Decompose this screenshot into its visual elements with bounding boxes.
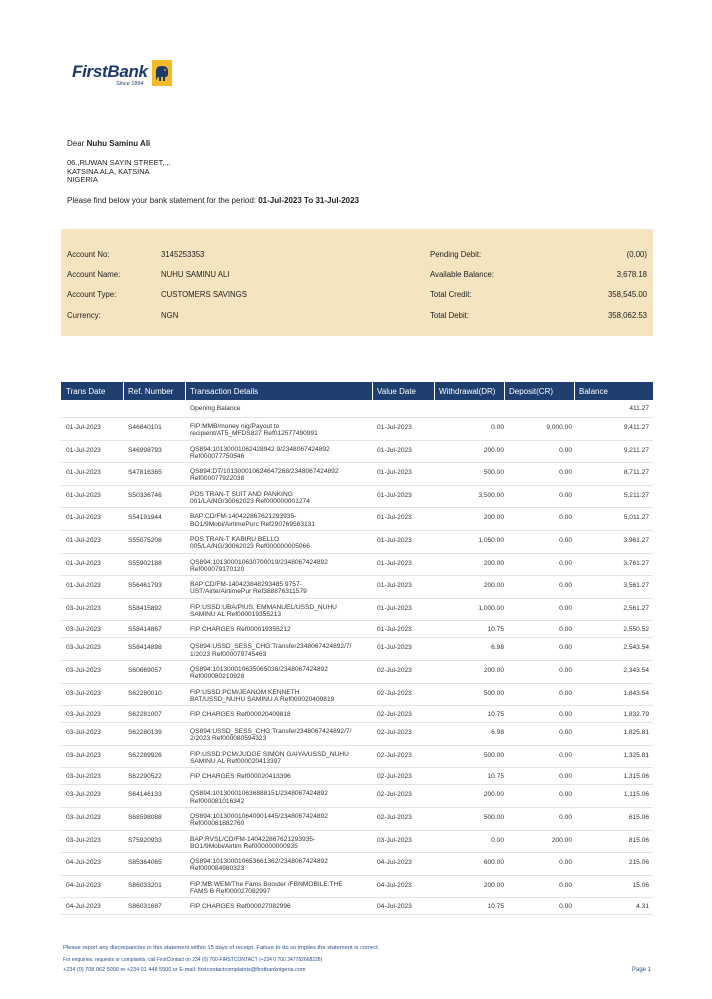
details-line: Ref000077922038 <box>190 475 245 483</box>
cell-withdrawal: 200.00 <box>483 446 504 454</box>
cell-trans-date: 01-Jul-2023 <box>66 582 101 590</box>
header-divider <box>434 382 435 400</box>
details-line: Ref000084980323 <box>190 865 245 873</box>
cell-deposit: 0.00 <box>559 559 572 567</box>
greeting <box>67 139 150 148</box>
cell-value-date: 03-Jul-2023 <box>377 836 412 844</box>
summary-row <box>61 250 653 268</box>
cell-deposit: 9,000.00 <box>546 424 572 431</box>
brand-name: FirstBank <box>72 62 148 81</box>
cell-trans-date: 01-Jul-2023 <box>66 514 101 522</box>
table-row <box>61 723 653 746</box>
cell-balance: 615.06 <box>628 813 649 821</box>
cell-value-date: 01-Jul-2023 <box>377 469 412 477</box>
cell-value-date: 02-Jul-2023 <box>377 751 412 759</box>
cell-deposit: 0.00 <box>559 711 572 719</box>
cell-deposit: 0.00 <box>559 582 572 590</box>
cell-value-date: 01-Jul-2023 <box>377 514 412 522</box>
details-line: QS894:101300010635065038/2348067424892 <box>190 665 328 673</box>
cell-value-date: 02-Jul-2023 <box>377 791 412 799</box>
cell-withdrawal: 500.00 <box>483 689 504 697</box>
details-line: QS894:10130001062428942 9/2348067424892 <box>190 445 330 453</box>
details-line: QS894:101300010653661362/2348067424892 <box>190 858 328 866</box>
cell-deposit: 0.00 <box>559 446 572 454</box>
cell-withdrawal: 1,000.00 <box>478 604 504 612</box>
cell-balance: 2,550.52 <box>623 626 649 634</box>
statement-period <box>67 196 359 205</box>
cell-ref-number: S56461793 <box>128 582 162 590</box>
cell-withdrawal: 200.00 <box>483 791 504 799</box>
cell-trans-date: 01-Jul-2023 <box>66 536 101 544</box>
transactions-header <box>61 382 653 400</box>
cell-trans-date: 03-Jul-2023 <box>66 604 101 612</box>
cell-withdrawal: 200.00 <box>483 514 504 522</box>
cell-deposit: 200.00 <box>551 836 572 844</box>
details-line: 001/LA/NG/30062023 Ref000000001274 <box>190 498 310 506</box>
details-line: FIP:MMB/money nig/Payout to <box>190 423 280 430</box>
cell-value-date: 01-Jul-2023 <box>377 424 412 431</box>
cell-details <box>190 643 370 658</box>
details-line: QS894:USSD_SESS_CHG:Transfer2348067424892/7/ <box>190 728 352 736</box>
cell-withdrawal: 500.00 <box>483 813 504 821</box>
cell-trans-date: 01-Jul-2023 <box>66 424 101 431</box>
header-divider <box>574 382 575 400</box>
details-line: FAMS B Ref000027082997 <box>190 887 271 895</box>
footer-disclaimer: Please report any discrepancies in this statement within 15 days of receipt. Failure to do so implies the statement is correct. <box>63 945 380 951</box>
transactions-body <box>61 400 653 915</box>
cell-details <box>190 881 370 896</box>
cell-trans-date: 03-Jul-2023 <box>66 791 101 799</box>
summary-label: Pending Debit: <box>430 250 482 259</box>
details-line: QS894:101300010636888151/2348067424892 <box>190 790 328 798</box>
header-deposit: Deposit(CR) <box>509 387 554 396</box>
cell-trans-date: 04-Jul-2023 <box>66 903 101 911</box>
cell-trans-date: 03-Jul-2023 <box>66 836 101 844</box>
header-ref-number: Ref. Number <box>128 387 174 396</box>
cell-ref-number: S68598088 <box>128 813 162 821</box>
summary-label: Currency: <box>67 311 101 320</box>
cell-balance: 1,832.79 <box>623 711 649 719</box>
cell-ref-number: S58414898 <box>128 644 162 652</box>
table-row <box>61 746 653 769</box>
summary-value: 3,678.18 <box>616 270 647 279</box>
cell-deposit: 0.00 <box>559 813 572 821</box>
cell-details <box>190 836 370 851</box>
cell-details <box>190 626 370 633</box>
details-line: FIP CHARGES Ref000020409818 <box>190 711 291 719</box>
cell-ref-number: S50336746 <box>128 491 162 499</box>
cell-details <box>190 773 370 780</box>
elephant-logo-icon <box>152 60 172 86</box>
cell-ref-number: S46998793 <box>128 446 162 454</box>
page-number: Page 1 <box>632 967 652 973</box>
summary-label: Available Balance: <box>430 270 495 279</box>
details-line: BAP:RVSL/CD/FM-140422867621293935- <box>190 835 316 843</box>
summary-value: (0.00) <box>626 250 647 259</box>
cell-balance: 2,343.54 <box>623 666 649 674</box>
cell-ref-number: S64146133 <box>128 791 162 799</box>
details-line: BAP:CD/FM-140422867621293935- <box>190 513 297 521</box>
footer-contact: +234 (0) 708 062 5000 or +234 01 448 5500 or E-mail: firstcontactcomplaints@firstbanknigeria.com <box>63 967 306 973</box>
header-trans-date: Trans Date <box>66 387 106 396</box>
cell-value-date: 01-Jul-2023 <box>377 582 412 590</box>
cell-balance: 1,325.81 <box>623 751 649 759</box>
details-line: Ref000081016342 <box>190 797 245 805</box>
cell-details <box>190 790 370 805</box>
cell-trans-date: 03-Jul-2023 <box>66 773 101 781</box>
cell-trans-date: 03-Jul-2023 <box>66 751 101 759</box>
address-line: 06.,RUWAN SAYIN STREET,.,. <box>67 158 171 167</box>
summary-label: Account Name: <box>67 270 121 279</box>
details-line: FIP CHARGES Ref000019355212 <box>190 626 291 634</box>
cell-balance: 3,961.27 <box>623 536 649 544</box>
details-line: FIP CHARGES Ref000027082996 <box>190 903 291 911</box>
opening-balance-row <box>61 400 653 418</box>
header-withdrawal: Withdrawal(DR) <box>439 387 496 396</box>
cell-ref-number: S46840101 <box>128 424 162 431</box>
summary-value: 358,062.53 <box>607 311 647 320</box>
cell-value-date: 02-Jul-2023 <box>377 666 412 674</box>
header-divider <box>504 382 505 400</box>
cell-trans-date: 03-Jul-2023 <box>66 813 101 821</box>
cell-balance: 9,211.27 <box>623 446 649 454</box>
cell-balance: 8,711.27 <box>623 469 649 477</box>
details-line: Ref000081882760 <box>190 820 245 828</box>
cell-deposit: 0.00 <box>559 729 572 737</box>
cell-balance: 15.06 <box>632 881 649 889</box>
cell-ref-number: S62280010 <box>128 689 162 697</box>
cell-deposit: 0.00 <box>559 604 572 612</box>
details-line: FIP:USSD:UBA/PIUS, EMMANUEL/USSD_NUHU <box>190 603 337 611</box>
cell-value-date: 01-Jul-2023 <box>377 446 412 454</box>
header-details: Transaction Details <box>190 387 259 396</box>
cell-trans-date: 03-Jul-2023 <box>66 666 101 674</box>
customer-address <box>67 159 171 185</box>
cell-deposit: 0.00 <box>559 514 572 522</box>
cell-balance: 215.06 <box>628 859 649 867</box>
table-row <box>61 463 653 486</box>
summary-value: NGN <box>161 311 179 320</box>
cell-ref-number: S85364065 <box>128 859 162 867</box>
cell-value-date: 04-Jul-2023 <box>377 859 412 867</box>
header-divider <box>372 382 373 400</box>
cell-withdrawal: 200.00 <box>483 881 504 889</box>
cell-ref-number: S58414867 <box>128 626 162 634</box>
address-line: NIGERIA <box>67 175 98 184</box>
cell-balance: 3,561.27 <box>623 582 649 590</box>
summary-row <box>61 311 653 329</box>
header-divider <box>185 382 186 400</box>
cell-deposit: 0.00 <box>559 491 572 499</box>
cell-details <box>190 491 370 506</box>
cell-details <box>190 423 370 438</box>
table-row <box>61 831 653 854</box>
cell-trans-date: 03-Jul-2023 <box>66 729 101 737</box>
cell-details <box>190 604 370 619</box>
cell-balance: 3,761.27 <box>623 559 649 567</box>
cell-ref-number: S75920933 <box>128 836 162 844</box>
cell-deposit: 0.00 <box>559 881 572 889</box>
cell-deposit: 0.00 <box>559 666 572 674</box>
table-row <box>61 808 653 831</box>
details-line: BO1/9Mobi/Airtim Ref000000000935 <box>190 842 298 850</box>
cell-trans-date: 01-Jul-2023 <box>66 446 101 454</box>
cell-ref-number: S60669057 <box>128 666 162 674</box>
cell-trans-date: 03-Jul-2023 <box>66 689 101 697</box>
cell-balance: 5,011.27 <box>623 514 649 522</box>
table-row <box>61 661 653 684</box>
cell-details <box>190 559 370 574</box>
cell-withdrawal: 200.00 <box>483 666 504 674</box>
cell-withdrawal: 0.00 <box>491 836 504 844</box>
cell-details <box>190 728 370 743</box>
cell-details <box>190 446 370 461</box>
cell-value-date: 02-Jul-2023 <box>377 711 412 719</box>
opening-label: Opening Balance <box>190 405 241 412</box>
cell-ref-number: S47816365 <box>128 469 162 477</box>
cell-withdrawal: 200.00 <box>483 559 504 567</box>
cell-value-date: 04-Jul-2023 <box>377 903 412 911</box>
summary-value: 358,545.00 <box>607 290 647 299</box>
details-line: SAMINU AL Ref000020413397 <box>190 758 282 766</box>
table-row <box>61 785 653 808</box>
cell-deposit: 0.00 <box>559 469 572 477</box>
table-row <box>61 508 653 531</box>
details-line: POS TRAN-T SUIT AND PANKING <box>190 490 293 498</box>
cell-ref-number: S55902188 <box>128 559 162 567</box>
details-line: 005/LA/NG/30062023 Ref000000005066 <box>190 543 310 551</box>
details-line: Ref000079170120 <box>190 565 245 573</box>
cell-deposit: 0.00 <box>559 903 572 911</box>
cell-balance: 2,543.54 <box>623 644 649 652</box>
cell-withdrawal: 3,500.00 <box>478 491 504 499</box>
cell-value-date: 02-Jul-2023 <box>377 813 412 821</box>
details-line: FIP:USSD:PCM/JUDGE SIMON GAIYA/USSD_NUHU <box>190 750 349 758</box>
table-row <box>61 554 653 577</box>
cell-value-date: 01-Jul-2023 <box>377 559 412 567</box>
table-row <box>61 876 653 899</box>
cell-ref-number: S55075208 <box>128 536 162 544</box>
table-row <box>61 853 653 876</box>
cell-details <box>190 711 370 718</box>
summary-row <box>61 270 653 288</box>
cell-withdrawal: 0.00 <box>491 424 504 431</box>
cell-value-date: 01-Jul-2023 <box>377 491 412 499</box>
cell-withdrawal: 6.98 <box>491 644 504 652</box>
cell-balance: 815.06 <box>628 836 649 844</box>
details-line: FIP CHARGES Ref000020413396 <box>190 773 291 781</box>
summary-label: Total Credit: <box>430 290 472 299</box>
cell-details <box>190 903 370 910</box>
details-line: QS894:101300010640901445/2348067424892 <box>190 812 328 820</box>
cell-trans-date: 03-Jul-2023 <box>66 626 101 634</box>
brand-since: Since 1894 <box>116 81 144 87</box>
cell-value-date: 01-Jul-2023 <box>377 644 412 652</box>
cell-deposit: 0.00 <box>559 626 572 634</box>
details-line: FIP:MB:WEM/The Fams Booster /FBNMOBILE:THE <box>190 880 343 888</box>
greeting-prefix: Dear <box>67 139 85 148</box>
details-line: QS894:101300010630700019/2348067424892 <box>190 558 328 566</box>
cell-deposit: 0.00 <box>559 689 572 697</box>
details-line: BAT/USSD_NUHU SAMINU A Ref000020409819 <box>190 695 335 703</box>
details-line: POS TRAN-T KABIRU BELLO <box>190 535 280 543</box>
cell-details <box>190 813 370 828</box>
cell-ref-number: S86031687 <box>128 903 162 911</box>
cell-withdrawal: 1,050.00 <box>478 536 504 544</box>
details-line: Ref000077750546 <box>190 452 245 460</box>
cell-withdrawal: 500.00 <box>483 751 504 759</box>
period-range: 01-Jul-2023 To 31-Jul-2023 <box>258 196 360 205</box>
cell-details <box>190 751 370 766</box>
details-line: 1/2023 Ref000079745463 <box>190 650 267 658</box>
table-row <box>61 531 653 554</box>
summary-label: Account Type: <box>67 290 117 299</box>
address-line: KATSINA ALA, KATSINA <box>67 166 150 176</box>
cell-balance: 1,843.54 <box>623 689 649 697</box>
cell-withdrawal: 500.00 <box>483 469 504 477</box>
cell-ref-number: S86033201 <box>128 881 162 889</box>
summary-label: Account No: <box>67 250 110 259</box>
table-row <box>61 684 653 707</box>
cell-details <box>190 536 370 551</box>
cell-details <box>190 689 370 704</box>
cell-withdrawal: 600.00 <box>483 859 504 867</box>
cell-deposit: 0.00 <box>559 859 572 867</box>
cell-ref-number: S54191944 <box>128 514 162 522</box>
cell-deposit: 0.00 <box>559 791 572 799</box>
cell-value-date: 02-Jul-2023 <box>377 773 412 781</box>
cell-ref-number: S58415892 <box>128 604 162 612</box>
period-text: Please find below your bank statement for the period: <box>67 196 256 205</box>
summary-value: 3145253353 <box>161 250 205 259</box>
cell-details <box>190 513 370 528</box>
cell-details <box>190 468 370 483</box>
cell-withdrawal: 10.75 <box>487 773 504 781</box>
cell-trans-date: 03-Jul-2023 <box>66 711 101 719</box>
header-divider <box>123 382 124 400</box>
details-line: BO1/9Mobi/AirtimePurc Ref290769563131 <box>190 520 315 528</box>
details-line: Ref000080210928 <box>190 673 245 681</box>
cell-balance: 2,561.27 <box>623 604 649 612</box>
cell-balance: 1,825.81 <box>623 729 649 737</box>
cell-ref-number: S62281007 <box>128 711 162 719</box>
cell-details <box>190 666 370 681</box>
table-row <box>61 706 653 723</box>
details-line: UST/Airte/AirtimePur Ref388876311579 <box>190 588 307 596</box>
details-line: SAMINU AL Ref000019355213 <box>190 611 282 619</box>
table-row <box>61 486 653 509</box>
table-row <box>61 418 653 441</box>
table-row <box>61 576 653 599</box>
cell-trans-date: 03-Jul-2023 <box>66 644 101 652</box>
summary-row <box>61 290 653 308</box>
cell-withdrawal: 6.98 <box>491 729 504 737</box>
cell-ref-number: S62280139 <box>128 729 162 737</box>
cell-balance: 5,211.27 <box>623 491 649 499</box>
details-line: FIP:USSD:PCM/JEANOM KENNETH <box>190 688 300 696</box>
table-row <box>61 768 653 785</box>
details-line: BAP:CD/FM-140423848293485 9757- <box>190 581 302 589</box>
cell-balance: 4.31 <box>636 903 649 911</box>
cell-balance: 1,115.06 <box>623 791 649 799</box>
details-line: QS894:USSD_SESS_CHG:Transfer2348067424892/7/ <box>190 643 352 651</box>
cell-trans-date: 04-Jul-2023 <box>66 881 101 889</box>
cell-balance: 9,411.27 <box>623 424 649 431</box>
cell-value-date: 02-Jul-2023 <box>377 689 412 697</box>
cell-value-date: 01-Jul-2023 <box>377 626 412 634</box>
details-line: recipient/AT5_MFDS827 Ref012577490991 <box>190 430 318 438</box>
cell-value-date: 02-Jul-2023 <box>377 729 412 737</box>
footer-enquiries: For enquiries, requests or complaints, call FirstContact on 234 (0) 700-FIRSTCONTACT (+234 0 700 347782668228) <box>63 957 323 963</box>
cell-trans-date: 01-Jul-2023 <box>66 491 101 499</box>
cell-balance: 1,315.06 <box>623 773 649 781</box>
firstbank-logo <box>72 58 182 90</box>
summary-value: CUSTOMERS SAVINGS <box>161 290 247 299</box>
cell-deposit: 0.00 <box>559 644 572 652</box>
header-value-date: Value Date <box>377 387 416 396</box>
cell-ref-number: S62290522 <box>128 773 162 781</box>
customer-name: Nuhu Saminu Ali <box>86 139 151 148</box>
cell-withdrawal: 10.75 <box>487 626 504 634</box>
table-row <box>61 441 653 464</box>
cell-withdrawal: 10.75 <box>487 711 504 719</box>
cell-ref-number: S62289926 <box>128 751 162 759</box>
cell-deposit: 0.00 <box>559 536 572 544</box>
table-row <box>61 638 653 661</box>
cell-trans-date: 04-Jul-2023 <box>66 859 101 867</box>
cell-deposit: 0.00 <box>559 751 572 759</box>
cell-details <box>190 581 370 596</box>
table-row <box>61 621 653 638</box>
table-row <box>61 898 653 915</box>
cell-details <box>190 858 370 873</box>
account-summary <box>61 229 653 336</box>
cell-withdrawal: 10.75 <box>487 903 504 911</box>
cell-withdrawal: 200.00 <box>483 582 504 590</box>
cell-trans-date: 01-Jul-2023 <box>66 559 101 567</box>
cell-value-date: 04-Jul-2023 <box>377 881 412 889</box>
details-line: 2/2023 Ref000080594323 <box>190 735 267 743</box>
cell-trans-date: 01-Jul-2023 <box>66 469 101 477</box>
cell-deposit: 0.00 <box>559 773 572 781</box>
cell-value-date: 01-Jul-2023 <box>377 604 412 612</box>
opening-balance: 411.27 <box>629 405 649 412</box>
details-line: QS894:DT/101300010624647268/2348067424892 <box>190 468 339 476</box>
summary-value: NUHU SAMINU ALI <box>161 270 230 279</box>
cell-value-date: 01-Jul-2023 <box>377 536 412 544</box>
header-balance: Balance <box>579 387 608 396</box>
table-row <box>61 599 653 622</box>
summary-label: Total Debit: <box>430 311 470 320</box>
